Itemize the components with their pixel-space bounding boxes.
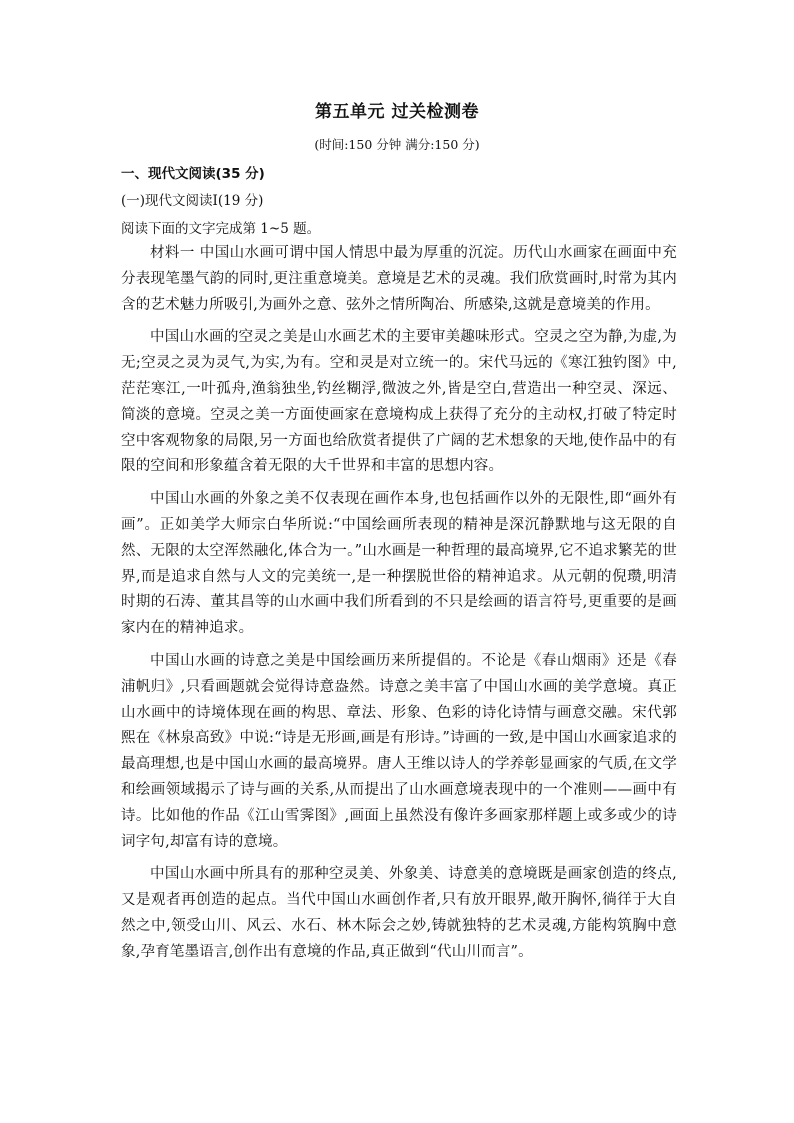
- passage-paragraph: 中国山水画的诗意之美是中国绘画历来所提倡的。不论是《春山烟雨》还是《春浦帆归》,只看画题就会觉得诗意盎然。诗意之美丰富了中国山水画的美学意境。真正山水画中的诗境体现在画的构思、章法、形象、色彩的诗化诗情与画意交融。宋代郭熙在《林泉高致》中说:“诗是无形画,画是有形诗。”诗画的一致,是中国山水画家追求的最高理想,也是中国山水画的最高境界。唐人王维以诗人的学养彰显画家的气质,在文学和绘画领域揭示了诗与画的关系,从而提出了山水画意境表现中的一个准则——画中有诗。比如他的作品《江山雪霁图》,画面上虽然没有像许多画家那样题上或多或少的诗词字句,却富有诗的意境。: [121, 652, 677, 850]
- passage-paragraph: 中国山水画的空灵之美是山水画艺术的主要审美趣味形式。空灵之空为静,为虚,为无;空灵之灵为灵气,为实,为有。空和灵是对立统一的。宋代马远的《寒江独钓图》中,茫茫寒江,一叶孤舟,渔翁独坐,钓丝糊浮,微波之外,皆是空白,营造出一种空灵、深远、简淡的意境。空灵之美一方面使画家在意境构成上获得了充分的主动权,打破了特定时空中客观物象的局限,另一方面也给欣赏者提供了广阔的艺术想象的天地,使作品中的有限的空间和形象蕴含着无限的大千世界和丰富的思想内容。: [121, 329, 677, 475]
- section-subheading: (一)现代文阅读Ⅰ(19 分): [121, 193, 264, 209]
- passage-paragraph: 中国山水画中所具有的那种空灵美、外象美、诗意美的意境既是画家创造的终点,又是观者再创造的起点。当代中国山水画创作者,只有放开眼界,敞开胸怀,徜徉于大自然之中,领受山川、风云、水石、林木际会之妙,铸就独特的艺术灵魂,方能构筑胸中意象,孕育笔墨语言,创作出有意境的作品,真正做到“代山川而言”。: [121, 866, 677, 960]
- exam-time-score: (时间:150 分钟 满分:150 分): [314, 137, 480, 152]
- passage-paragraph: 材料一 中国山水画可谓中国人情思中最为厚重的沉淀。历代山水画家在画面中充分表现笔墨气韵的同时,更注重意境美。意境是艺术的灵魂。我们欣赏画时,时常为其内含的艺术魅力所吸引,为画外之意、弦外之情所陶冶、所感染,这就是意境美的作用。: [121, 245, 677, 313]
- reading-instruction: 阅读下面的文字完成第 1~5 题。: [121, 221, 321, 237]
- page-title: 第五单元 过关检测卷: [315, 102, 479, 122]
- reading-passage: [121, 241, 677, 973]
- passage-paragraph: 中国山水画的外象之美不仅表现在画作本身,也包括画作以外的无限性,即“画外有画”。正如美学大师宗白华所说:“中国绘画所表现的精神是深沉静默地与这无限的自然、无限的太空浑然融化,体合为一。”山水画是一种哲理的最高境界,它不追求繁芜的世界,而是追求自然与人文的完美统一,是一种摆脱世俗的精神追求。从元朝的倪瓒,明清时期的石涛、董其昌等的山水画中我们所看到的不只是绘画的语言符号,更重要的是画家内在的精神追求。: [121, 491, 677, 637]
- section-heading: 一、现代文阅读(35 分): [121, 166, 265, 182]
